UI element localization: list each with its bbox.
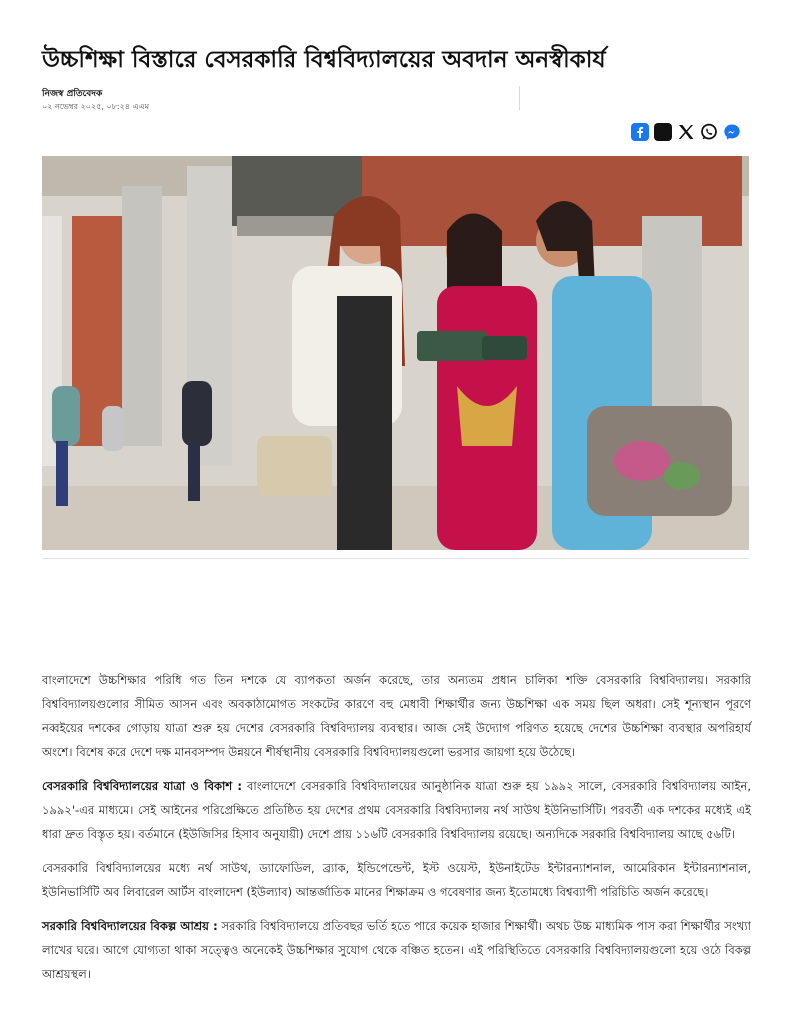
- messenger-icon[interactable]: [722, 122, 741, 141]
- byline-divider: [519, 86, 520, 110]
- paragraph-lead: সরকারি বিশ্ববিদ্যালয়ের বিকল্প আশ্রয় :: [42, 919, 218, 933]
- article-body: [42, 668, 751, 996]
- paragraph: [42, 914, 751, 986]
- publish-date: ০২ নভেম্বর ২০২৫, ০৮:২৪ এএম: [42, 102, 150, 111]
- facebook-icon[interactable]: [630, 122, 649, 141]
- article-photo-image: [42, 156, 749, 550]
- share-bar: [630, 122, 741, 141]
- instagram-icon[interactable]: [653, 122, 672, 141]
- byline: [42, 88, 522, 112]
- paragraph-lead: বেসরকারি বিশ্ববিদ্যালয়ের যাত্রা ও বিকাশ :: [42, 779, 243, 793]
- paragraph: [42, 774, 751, 846]
- paragraph: বাংলাদেশে উচ্চশিক্ষার পরিধি গত তিন দশকে যে ব্যাপকতা অর্জন করেছে, তার অন্যতম প্রধান চালিকা শক্তি বেসরকারি বিশ্ববিদ্যালয়। সরকারি বিশ্ববিদ্যালয়গুলোর সীমিত আসন এবং অবকাঠামোগত সংকটের কারণে বহু মেধাবী শিক্ষার্থীর জন্য উচ্চশিক্ষা এক সময় ছিল অধরা। সেই শূন্যস্থান পূরণে নব্বইয়ের দশকের গোড়ায় যাত্রা শুরু হয় দেশের বেসরকারি বিশ্ববিদ্যালয় ব্যবস্থার। আজ সেই উদ্যোগ পরিণত হয়েছে দেশের উচ্চশিক্ষা ব্যবস্থার অপরিহার্য অংশে। বিশেষ করে দেশে দক্ষ মানবসম্পদ উন্নয়নে শীর্ষস্থানীয় বেসরকারি বিশ্ববিদ্যালয়গুলো ভরসার জায়গা হয়ে উঠেছে।: [42, 673, 751, 759]
- whatsapp-icon[interactable]: [699, 122, 718, 141]
- x-twitter-icon[interactable]: [676, 122, 695, 141]
- author-name[interactable]: নিজস্ব প্রতিবেদক: [42, 89, 103, 99]
- article-photo: [42, 156, 749, 550]
- paragraph-text: বাংলাদেশে বেসরকারি বিশ্ববিদ্যালয়ের আনুষ্ঠানিক যাত্রা শুরু হয় ১৯৯২ সালে, বেসরকারি বিশ্ববিদ্যালয় আইন, ১৯৯২'-এর মাধ্যমে। সেই আইনের পরিপ্রেক্ষিতে প্রতিষ্ঠিত হয় দেশের প্রথম বেসরকারি বিশ্ববিদ্যালয় নর্থ সাউথ ইউনিভার্সিটি। পরবর্তী এক দশকের মধ্যেই এই ধারা দ্রুত বিস্তৃত হয়। বর্তমানে (ইউজিসির হিসাব অনুযায়ী) দেশে প্রায় ১১৬টি বেসরকারি বিশ্ববিদ্যালয় রয়েছে। অন্যদিকে সরকারি বিশ্ববিদ্যালয় আছে ৫৬টি।: [42, 779, 751, 841]
- paragraph: বেসরকারি বিশ্ববিদ্যালয়ের মধ্যে নর্থ সাউথ, ড্যাফোডিল, ব্র্যাক, ইন্ডিপেন্ডেন্ট, ইস্ট ওয়েস্ট, ইউনাইটেড ইন্টারন্যাশনাল, আমেরিকান ইন্টারন্যাশনাল, ইউনিভার্সিটি অব লিবারেল আর্টস বাংলাদেশ (ইউল্যাব) আন্তর্জাতিক মানের শিক্ষাক্রম ও গবেষণার জন্য ইতোমধ্যে বিশ্বব্যাপী পরিচিতি অর্জন করেছে।: [42, 861, 751, 899]
- article-headline: উচ্চশিক্ষা বিস্তারে বেসরকারি বিশ্ববিদ্যালয়ের অবদান অনস্বীকার্য: [42, 47, 606, 73]
- paragraph-text: সরকারি বিশ্ববিদ্যালয়ে প্রতিবছর ভর্তি হতে পারে কয়েক হাজার শিক্ষার্থী। অথচ উচ্চ মাধ্যমিক পাস করা শিক্ষার্থীর সংখ্যা লাখের ঘরে। আগে যোগ্যতা থাকা সত্ত্বেও অনেকেই উচ্চশিক্ষার সুযোগ থেকে বঞ্চিত হতেন। এই পরিস্থিতিতে বেসরকারি বিশ্ববিদ্যালয়গুলো হয়ে ওঠে বিকল্প আশ্রয়স্থল।: [42, 919, 751, 981]
- photo-rule: [42, 558, 749, 559]
